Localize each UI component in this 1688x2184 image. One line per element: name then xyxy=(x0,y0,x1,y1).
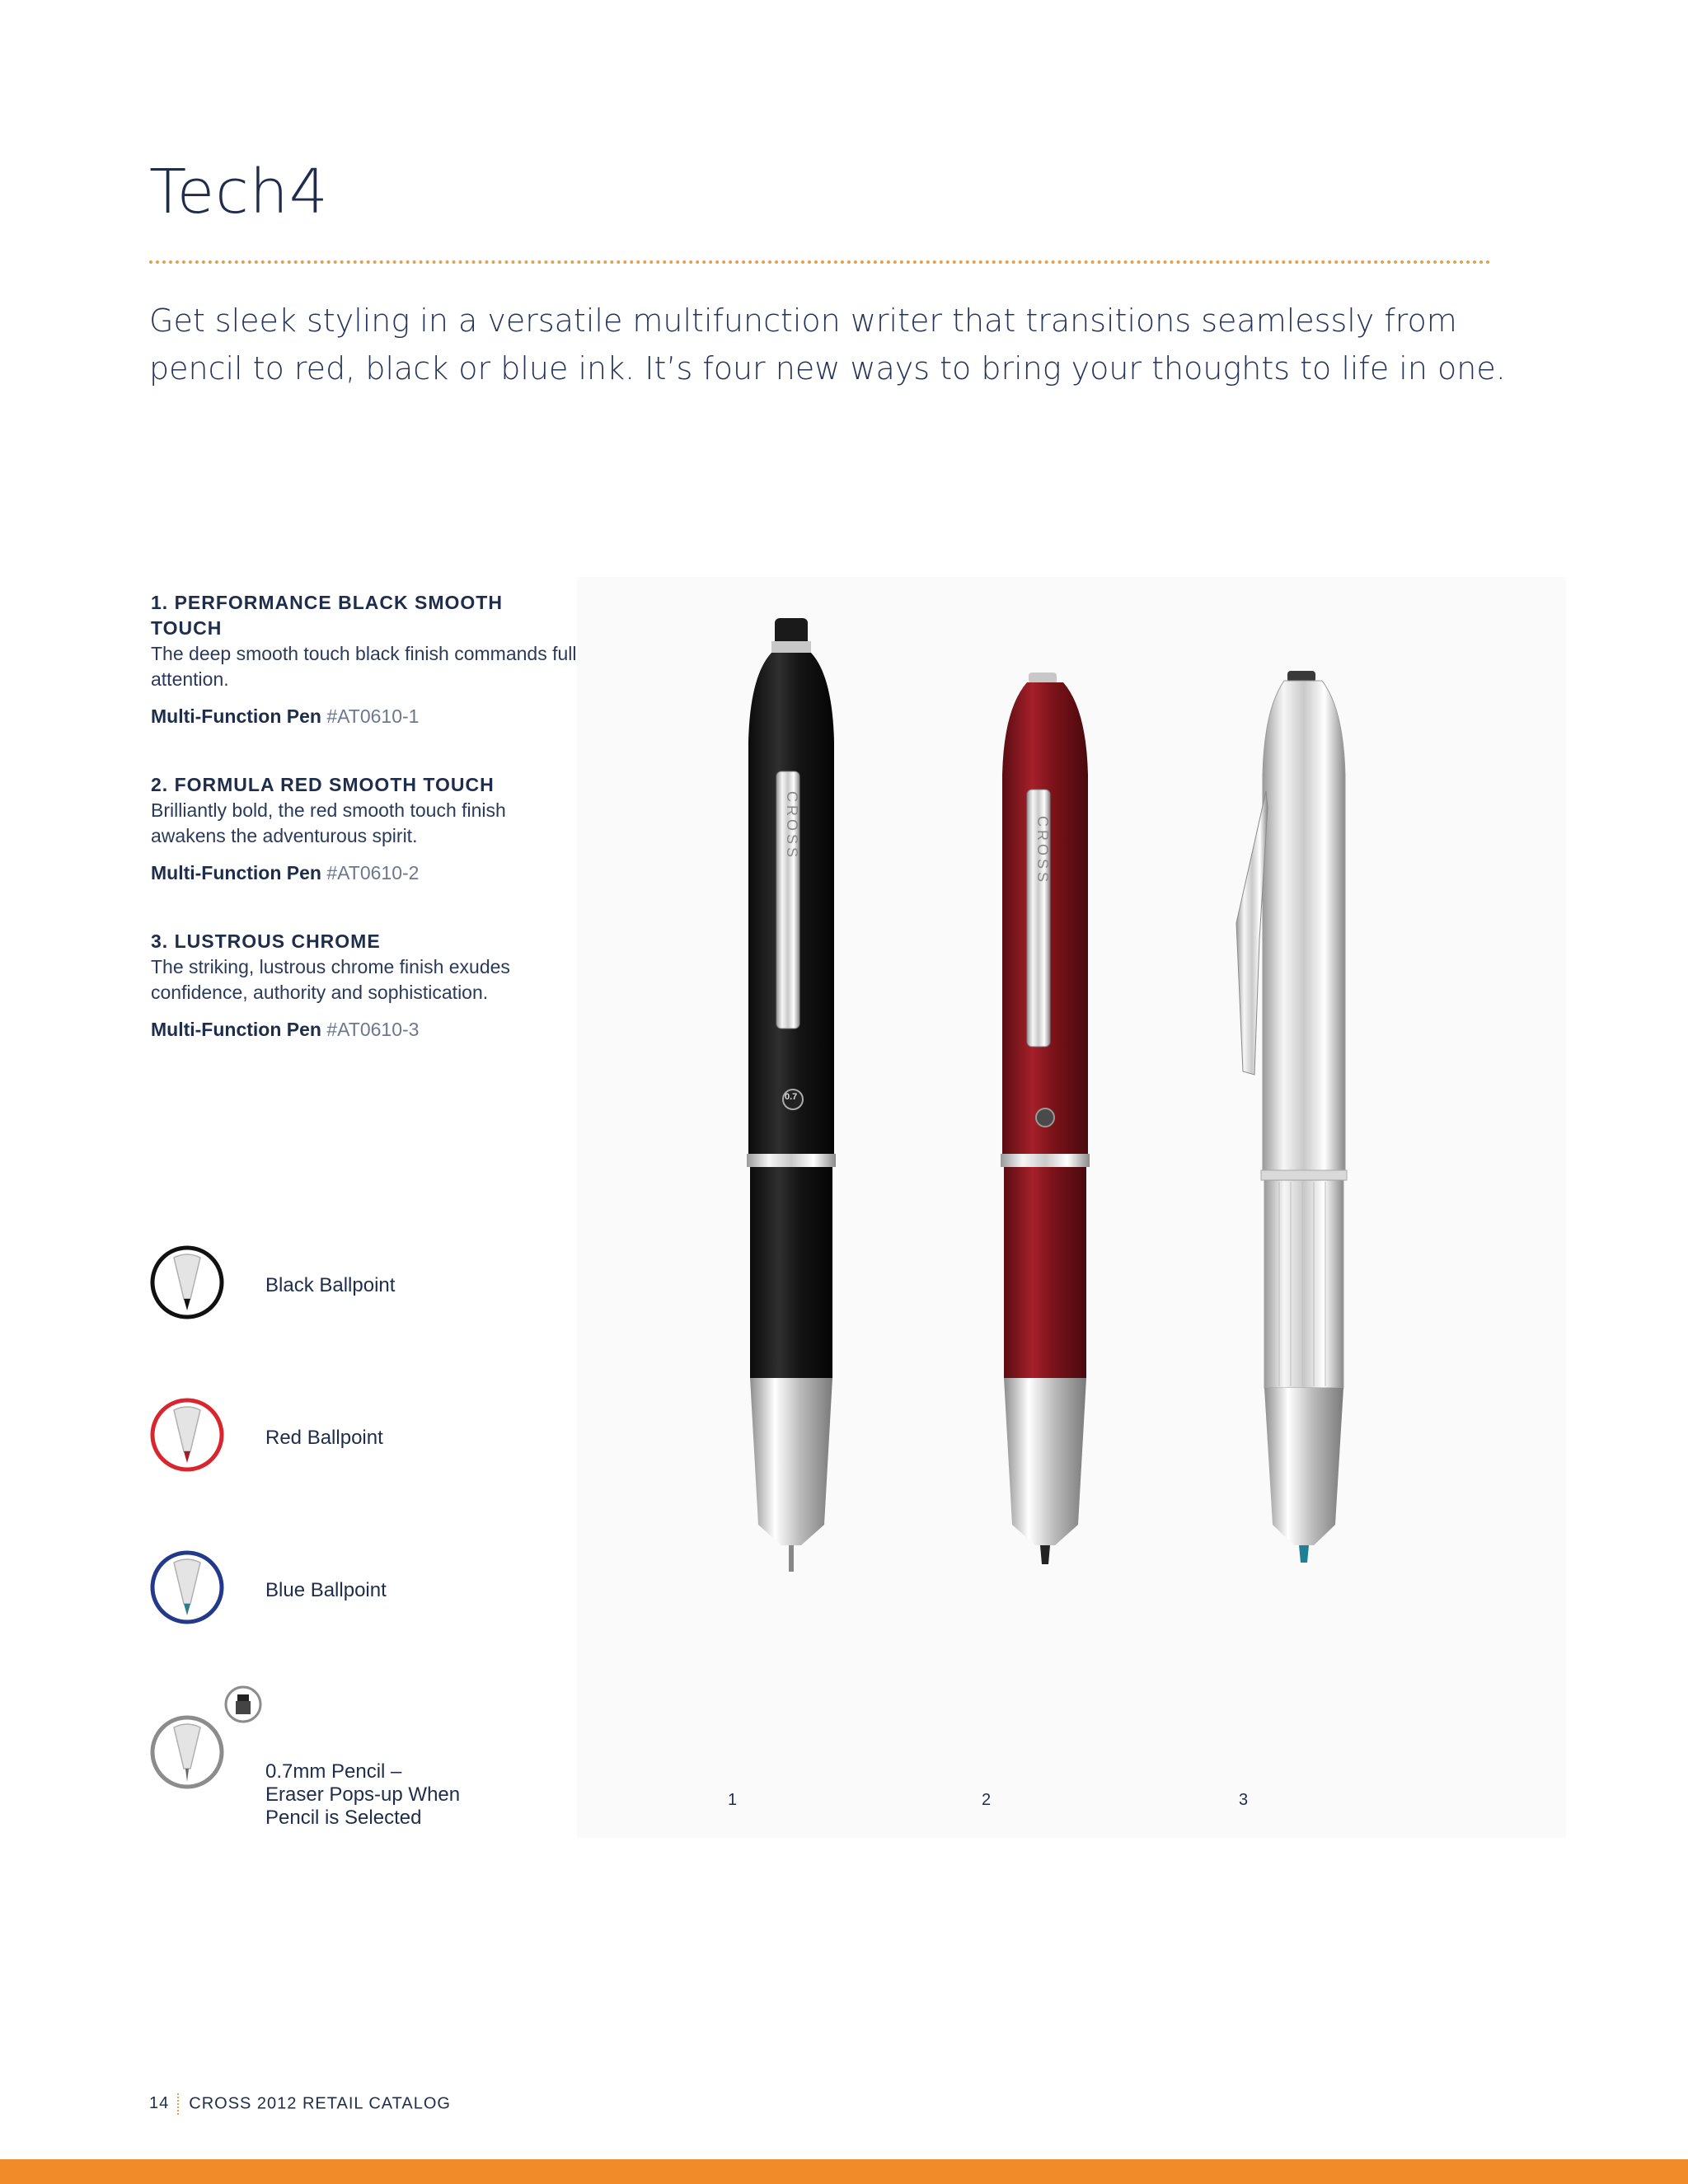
pencil-badge: 0.7 xyxy=(785,1092,798,1102)
page-number: 14 xyxy=(149,2094,170,2113)
sku-label: Multi-Function Pen xyxy=(151,705,321,727)
product-description: The striking, lustrous chrome finish exudes confidence, authority and sophistication. xyxy=(151,956,510,1003)
product-description: Brilliantly bold, the red smooth touch finish awakens the adventurous spirit. xyxy=(151,799,506,846)
black-refill-icon xyxy=(149,1244,225,1320)
refill-option xyxy=(149,1397,611,1479)
pen-number: 3 xyxy=(1239,1791,1249,1809)
product-photo-area xyxy=(577,577,1566,1838)
pen-brand-mark: CROSS xyxy=(784,791,800,861)
page-title: Tech4 xyxy=(149,157,329,227)
sku-code: #AT0610-1 xyxy=(326,705,420,727)
product-item xyxy=(151,772,579,886)
product-name: 3. LUSTROUS CHROME xyxy=(151,930,381,952)
refill-option xyxy=(149,1549,611,1632)
product-sku xyxy=(151,704,579,729)
footer-separator xyxy=(177,2093,179,2115)
refill-label xyxy=(265,1760,460,1830)
refill-label-line: 0.7mm Pencil – xyxy=(265,1760,402,1783)
pen-number: 2 xyxy=(982,1791,992,1809)
refill-label: Blue Ballpoint xyxy=(265,1579,387,1601)
pen-illustrations xyxy=(577,577,1566,1838)
sku-label: Multi-Function Pen xyxy=(151,1019,321,1040)
dotted-divider xyxy=(149,260,1491,264)
sku-code: #AT0610-3 xyxy=(326,1019,420,1040)
product-sku xyxy=(151,1017,579,1043)
pen-number: 1 xyxy=(728,1791,738,1809)
refill-label-line: Pencil is Selected xyxy=(265,1807,422,1829)
product-item xyxy=(151,929,579,1043)
sku-label: Multi-Function Pen xyxy=(151,862,321,883)
refill-option xyxy=(149,1706,611,1829)
bottom-accent-bar xyxy=(0,2159,1688,2184)
refill-label: Red Ballpoint xyxy=(265,1427,383,1449)
intro-paragraph: Get sleek styling in a versatile multifunction writer that transitions seamlessly from pencil to red, black or blue ink. It’s four new ways to bring your thoughts to life in one. xyxy=(149,302,1506,387)
chrome-pen-icon xyxy=(1236,671,1347,1563)
page-footer xyxy=(149,2093,451,2115)
product-name: 2. FORMULA RED SMOOTH TOUCH xyxy=(151,774,495,795)
refill-option xyxy=(149,1244,611,1327)
eraser-icon xyxy=(223,1685,263,1724)
product-sku xyxy=(151,860,579,886)
refill-label-line: Eraser Pops-up When xyxy=(265,1783,461,1806)
catalog-name: CROSS 2012 RETAIL CATALOG xyxy=(189,2094,451,2113)
pencil-refill-icon xyxy=(149,1714,225,1790)
pen-brand-mark: CROSS xyxy=(1034,816,1051,886)
product-list xyxy=(151,590,579,1085)
refill-label: Black Ballpoint xyxy=(265,1274,396,1296)
sku-code: #AT0610-2 xyxy=(326,862,420,883)
red-pen-icon xyxy=(1001,673,1090,1564)
product-description: The deep smooth touch black finish commands full attention. xyxy=(151,643,577,690)
product-name: 1. PERFORMANCE BLACK SMOOTH TOUCH xyxy=(151,592,503,639)
red-refill-icon xyxy=(149,1397,225,1473)
blue-refill-icon xyxy=(149,1549,225,1625)
product-item xyxy=(151,590,579,729)
